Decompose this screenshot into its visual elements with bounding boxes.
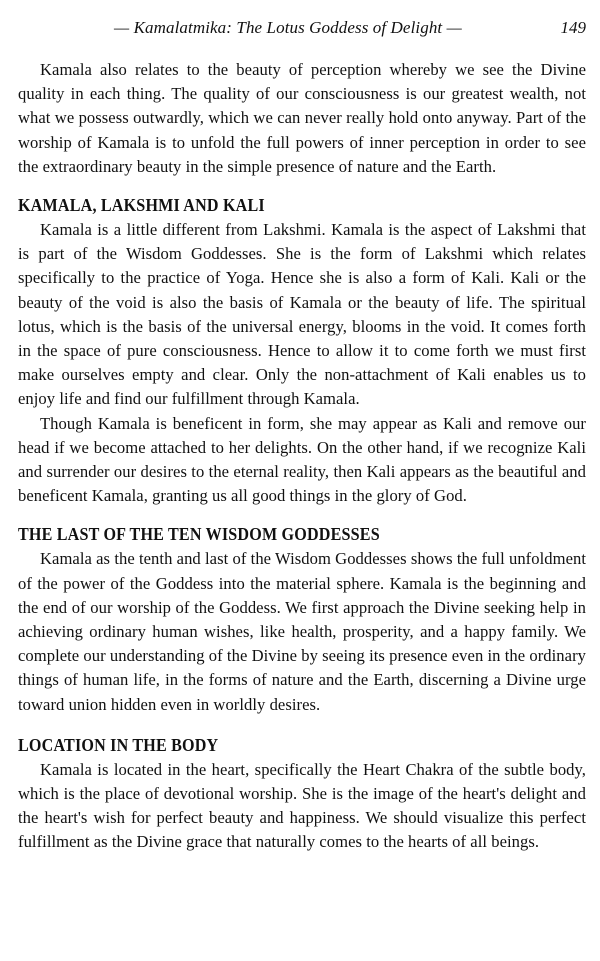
running-title: — Kamalatmika: The Lotus Goddess of Delight — xyxy=(114,18,462,37)
book-page xyxy=(18,14,586,855)
page-body xyxy=(18,58,586,855)
section-2-paragraph-1: Kamala as the tenth and last of the Wisdom Goddesses shows the full unfoldment of the power of the Goddess into the material sphere. Kamala is the beginning and the end of our worship of the Goddess. We first approach the Divine seeking help in achieving ordinary human wishes, like health, prosperity, and a happy family. We complete our understanding of the Divine by seeing its presence even in the ordinary things of human life, in the forms of nature and the Earth, discerning a Divine urge toward union hidden even in worldly desires. xyxy=(18,549,586,714)
section-1-paragraph-2: Though Kamala is beneficent in form, she may appear as Kali and remove our head if we become attached to her delights. On the other hand, if we recognize Kali and surrender our desires to the eternal reality, then Kali appears as the beautiful and beneficent Kamala, granting us all good things in the glory of God. xyxy=(18,413,586,506)
section-heading-last-wisdom-goddess: THE LAST OF THE TEN WISDOM GODDESSES xyxy=(18,524,380,545)
section-heading-location-in-body: LOCATION IN THE BODY xyxy=(18,734,219,755)
section-1-paragraph-1: Kamala is a little different from Lakshmi. Kamala is the aspect of Lakshmi that is part of the Wisdom Goddesses. She is the form of Lakshmi which relates specifically to the practice of Yoga. Hence she is also a form of Kali. Kali or the beauty of the void is also the basis of Kamala or the beauty of life. The spiritual lotus, which is the basis of the universal energy, blooms in the void. It comes forth in the space of pure consciousness. Hence to allow it to come forth we must first make ourselves empty and clear. Only the non-attachment of Kali enables us to enjoy life and find our fulfillment through Kamala. xyxy=(18,220,586,409)
running-header xyxy=(18,14,586,40)
page-number: 149 xyxy=(560,18,586,37)
intro-paragraph: Kamala also relates to the beauty of perception whereby we see the Divine quality in each thing. The quality of our consciousness is our greatest wealth, not what we possess outwardly, which we can never really hold onto anyway. Part of the worship of Kamala is to unfold the full powers of inner perception in order to see the extraordinary beauty in the simple presence of nature and the Earth. xyxy=(18,60,586,176)
section-3-paragraph-1: Kamala is located in the heart, specifically the Heart Chakra of the subtle body, which is the place of devotional worship. She is the image of the heart's delight and the heart's wish for perfect beauty and happiness. We should visualize this perfect fulfillment as the Divine grace that naturally comes to the hearts of all beings. xyxy=(18,759,586,852)
section-heading-kamala-lakshmi-kali: KAMALA, LAKSHMI AND KALI xyxy=(18,195,265,216)
